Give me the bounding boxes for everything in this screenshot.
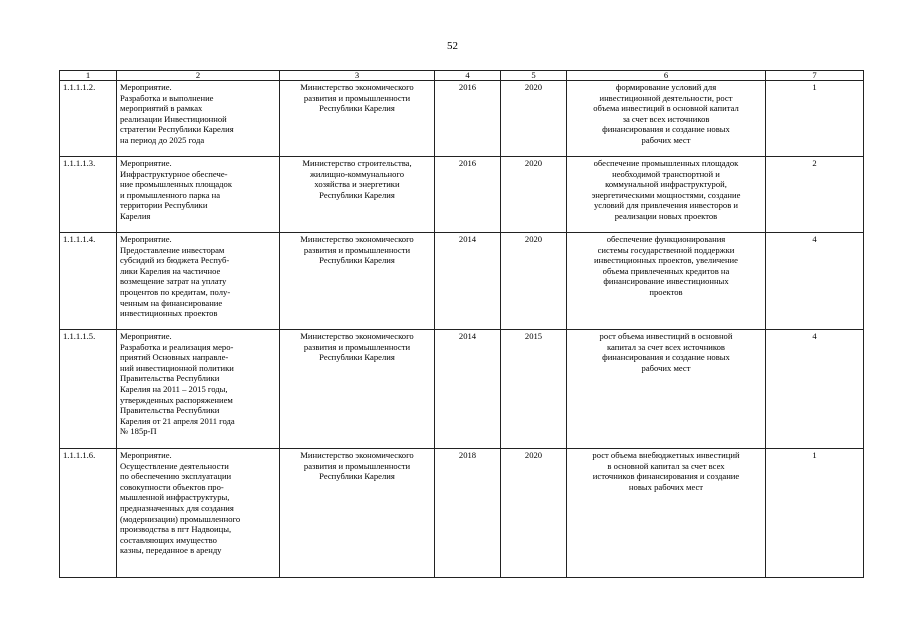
responsible-executor: Министерство экономического развития и промышленности Республики Карелия	[280, 330, 435, 449]
event-number: 1.1.1.1.5.	[60, 330, 117, 449]
header-col-2: 2	[117, 71, 280, 81]
header-col-1: 1	[60, 71, 117, 81]
event-number: 1.1.1.1.2.	[60, 81, 117, 157]
expected-result: обеспечение функционирования системы государственной поддержки инвестиционных проектов, увеличение объема привлеченных кредитов на финансирование инвестиционных проектов	[567, 233, 766, 330]
responsible-executor: Министерство экономического развития и промышленности Республики Карелия	[280, 449, 435, 578]
table-row	[60, 81, 864, 157]
event-number: 1.1.1.1.4.	[60, 233, 117, 330]
end-year: 2020	[501, 157, 567, 233]
responsible-executor: Министерство строительства, жилищно-коммунального хозяйства и энергетики Республики Карелия	[280, 157, 435, 233]
header-row	[60, 71, 864, 81]
table-row	[60, 330, 864, 449]
header-col-5: 5	[501, 71, 567, 81]
table-row	[60, 233, 864, 330]
start-year: 2014	[435, 330, 501, 449]
expected-result: формирование условий для инвестиционной деятельности, рост объема инвестиций в основной капитал за счет всех источников финансирования и создание новых рабочих мест	[567, 81, 766, 157]
responsible-executor: Министерство экономического развития и промышленности Республики Карелия	[280, 81, 435, 157]
event-number: 1.1.1.1.6.	[60, 449, 117, 578]
end-year: 2020	[501, 233, 567, 330]
start-year: 2018	[435, 449, 501, 578]
indicator-link: 4	[766, 330, 864, 449]
end-year: 2020	[501, 449, 567, 578]
page-number: 52	[447, 40, 458, 52]
start-year: 2014	[435, 233, 501, 330]
indicator-link: 1	[766, 81, 864, 157]
event-description: Мероприятие. Разработка и реализация меро- приятий Основных направле- ний инвестиционной политики Правительства Республики Карелия на 2011 – 2015 годы, утвержденных распоряжением Правительства Республики Карелия от 21 апреля 2011 года № 185р-П	[117, 330, 280, 449]
event-description: Мероприятие. Разработка и выполнение мероприятий в рамках реализации Инвестиционной стратегии Республики Карелия на период до 2025 года	[117, 81, 280, 157]
end-year: 2020	[501, 81, 567, 157]
start-year: 2016	[435, 81, 501, 157]
expected-result: обеспечение промышленных площадок необходимой транспортной и коммунальной инфраструктурой, энергетическими мощностями, создание условий для привлечения инвесторов и реализации новых проектов	[567, 157, 766, 233]
expected-result: рост объема внебюджетных инвестиций в основной капитал за счет всех источников финансирования и создание новых рабочих мест	[567, 449, 766, 578]
program-events-table	[59, 70, 864, 578]
expected-result: рост объема инвестиций в основной капитал за счет всех источников финансирования и создание новых рабочих мест	[567, 330, 766, 449]
start-year: 2016	[435, 157, 501, 233]
indicator-link: 4	[766, 233, 864, 330]
end-year: 2015	[501, 330, 567, 449]
header-col-6: 6	[567, 71, 766, 81]
header-col-7: 7	[766, 71, 864, 81]
event-number: 1.1.1.1.3.	[60, 157, 117, 233]
indicator-link: 1	[766, 449, 864, 578]
header-col-4: 4	[435, 71, 501, 81]
event-description: Мероприятие. Осуществление деятельности по обеспечению эксплуатации совокупности объектов про- мышленной инфраструктуры, предназначенных для создания (модернизации) промышленного производства в пгт Надвоицы, составляющих имущество казны, переданное в аренду	[117, 449, 280, 578]
event-description: Мероприятие. Предоставление инвесторам субсидий из бюджета Респуб- лики Карелия на частичное возмещение затрат на уплату процентов по кредитам, полу- ченным на финансирование инвестиционных проектов	[117, 233, 280, 330]
header-col-3: 3	[280, 71, 435, 81]
indicator-link: 2	[766, 157, 864, 233]
responsible-executor: Министерство экономического развития и промышленности Республики Карелия	[280, 233, 435, 330]
table-row	[60, 449, 864, 578]
table-row	[60, 157, 864, 233]
event-description: Мероприятие. Инфраструктурное обеспече- ние промышленных площадок и промышленного парка на территории Республики Карелия	[117, 157, 280, 233]
